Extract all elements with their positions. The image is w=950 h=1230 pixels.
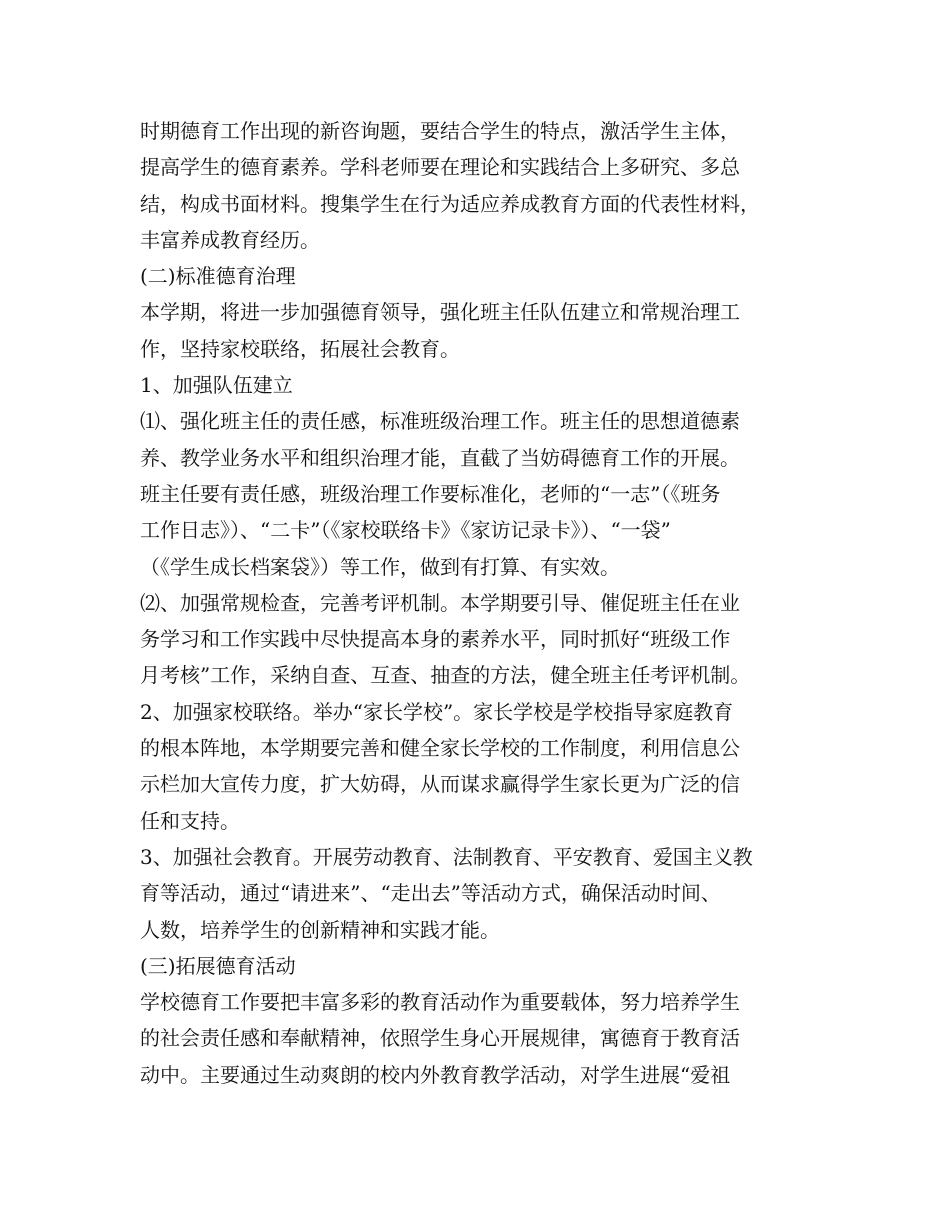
text-line: 班主任要有责任感，班级治理工作要标准化，老师的“一志”（《班务 — [140, 481, 721, 506]
text-line: 本学期，将进一步加强德育领导，强化班主任队伍建立和常规治理工 — [140, 300, 740, 325]
section-heading: (三)拓展德育活动 — [140, 953, 296, 978]
text-line: 月考核”工作，采纳自查、互查、抽查的方法，健全班主任考评机制。 — [140, 663, 751, 688]
text-line: （《学生成长档案袋》）等工作，做到有打算、有实效。 — [140, 554, 620, 579]
document-body — [140, 113, 840, 1093]
text-line: 学校德育工作要把丰富多彩的教育活动作为重要载体，努力培养学生 — [140, 990, 740, 1015]
section-heading: (二)标准德育治理 — [140, 264, 296, 289]
text-line: 3、加强社会教育。开展劳动教育、法制教育、平安教育、爱国主义教 — [140, 844, 753, 869]
text-line: 丰富养成教育经历。 — [140, 227, 320, 252]
text-line: 育等活动，通过“请进来”、“走出去”等活动方式，确保活动时间、 — [140, 881, 721, 906]
text-line: 任和支持。 — [140, 808, 240, 833]
subsection-heading: 1、加强队伍建立 — [140, 373, 293, 398]
text-line: 结，构成书面材料。搜集学生在行为适应养成教育方面的代表性材料， — [140, 191, 760, 216]
text-line: 示栏加大宣传力度，扩大妨碍，从而谋求赢得学生家长更为广泛的信 — [140, 772, 740, 797]
text-line: 2、加强家校联络。举办“家长学校”。家长学校是学校指导家庭教育 — [140, 699, 734, 724]
text-line: ⑴、强化班主任的责任感，标准班级治理工作。班主任的思想道德素 — [140, 409, 740, 434]
text-line: 人数，培养学生的创新精神和实践才能。 — [140, 917, 500, 942]
text-line: ⑵、加强常规检查，完善考评机制。本学期要引导、催促班主任在业 — [140, 590, 740, 615]
text-line: 作，坚持家校联络，拓展社会教育。 — [140, 336, 460, 361]
text-line: 提高学生的德育素养。学科老师要在理论和实践结合上多研究、多总 — [140, 155, 740, 180]
text-line: 动中。主要通过生动爽朗的校内外教育教学活动，对学生进展“爱祖 — [140, 1062, 731, 1087]
text-line: 养、教学业务水平和组织治理才能，直截了当妨碍德育工作的开展。 — [140, 445, 740, 470]
text-line: 务学习和工作实践中尽快提高本身的素养水平，同时抓好“班级工作 — [140, 627, 731, 652]
text-line: 工作日志》）、“二卡”（《家校联络卡》《家访记录卡》）、“一袋” — [140, 518, 671, 543]
text-line: 时期德育工作出现的新咨询题，要结合学生的特点，激活学生主体， — [140, 119, 740, 143]
text-line: 的社会责任感和奉献精神，依照学生身心开展规律，寓德育于教育活 — [140, 1026, 740, 1051]
text-line: 的根本阵地，本学期要完善和健全家长学校的工作制度，利用信息公 — [140, 736, 740, 761]
